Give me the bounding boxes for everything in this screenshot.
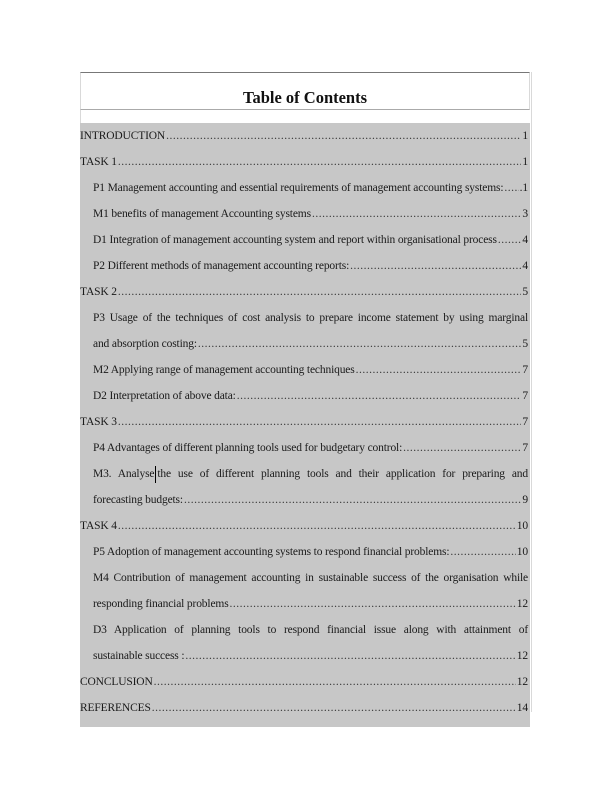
toc-entry-page: 12 <box>516 650 528 662</box>
dot-leader <box>152 695 516 721</box>
toc-entry-references[interactable] <box>80 695 530 721</box>
dot-leader <box>184 487 521 513</box>
toc-body <box>80 123 530 727</box>
toc-entry-label: M2 Applying range of management accounting techniques <box>93 364 355 376</box>
toc-entry-d2[interactable] <box>80 383 530 409</box>
toc-entry-label: CONCLUSION <box>80 676 153 688</box>
toc-entry-label-part-b: the use of different planning tools and their application for preparing and <box>157 468 529 480</box>
toc-entry-page: 7 <box>522 364 528 376</box>
toc-entry-label: P5 Adoption of management accounting systems to respond financial problems: <box>93 546 450 558</box>
toc-entry-page: .1 <box>519 182 528 194</box>
toc-entry-label: M1 benefits of management Accounting systems <box>93 208 311 220</box>
toc-entry-page: 12 <box>516 676 528 688</box>
dot-leader <box>154 669 516 695</box>
dot-leader <box>350 253 521 279</box>
dot-leader <box>237 383 522 409</box>
toc-entry-page: 10 <box>516 546 528 558</box>
toc-entry-task-3[interactable] <box>80 409 530 435</box>
toc-entry-label: INTRODUCTION <box>80 130 166 142</box>
toc-entry-label: and absorption costing: <box>93 338 197 350</box>
toc-entry-page: 5 <box>522 338 528 350</box>
toc-entry-label: D2 Interpretation of above data: <box>93 390 236 402</box>
dot-leader <box>118 279 522 305</box>
toc-entry-introduction[interactable] <box>80 123 530 149</box>
toc-entry-label: TASK 1 <box>80 156 117 168</box>
toc-entry-label: P2 Different methods of management accounting reports: <box>93 260 350 272</box>
toc-entry-page: 4 <box>522 260 528 272</box>
toc-entry-m4[interactable] <box>80 565 530 617</box>
toc-entry-label: TASK 3 <box>80 416 117 428</box>
toc-entry-label: P4 Advantages of different planning tools used for budgetary control: <box>93 442 403 454</box>
toc-entry-page: 7 <box>522 416 528 428</box>
toc-entry-p1[interactable] <box>80 175 530 201</box>
toc-entry-p2[interactable] <box>80 253 530 279</box>
toc-entry-page: 1 <box>522 156 528 168</box>
dot-leader <box>403 435 521 461</box>
dot-leader <box>450 539 515 565</box>
toc-entry-page: 12 <box>516 598 528 610</box>
dot-leader <box>312 201 521 227</box>
toc-entry-label: responding financial problems <box>93 598 229 610</box>
toc-entry-d1[interactable] <box>80 227 530 253</box>
toc-entry-page: 4 <box>522 234 528 246</box>
toc-entry-task-1[interactable] <box>80 149 530 175</box>
toc-entry-page: 3 <box>522 208 528 220</box>
dot-leader <box>118 149 522 175</box>
toc-entry-label: TASK 4 <box>80 520 117 532</box>
dot-leader <box>118 409 522 435</box>
toc-entry-label: sustainable success : <box>93 650 185 662</box>
toc-entry-p5[interactable] <box>80 539 530 565</box>
toc-entry-label: TASK 2 <box>80 286 117 298</box>
dot-leader <box>118 513 516 539</box>
toc-entry-label: D1 Integration of management accounting system and report within organisational process <box>93 234 497 246</box>
toc-entry-page: 7 <box>522 390 528 402</box>
dot-leader <box>166 123 521 149</box>
toc-entry-task-2[interactable] <box>80 279 530 305</box>
toc-entry-m1[interactable] <box>80 201 530 227</box>
toc-entry-page: 9 <box>522 494 528 506</box>
toc-entry-label: REFERENCES <box>80 702 151 714</box>
toc-entry-page: 5 <box>522 286 528 298</box>
dot-leader <box>504 175 518 201</box>
dot-leader <box>356 357 522 383</box>
dot-leader <box>498 227 522 253</box>
toc-entry-label-line-1 <box>93 461 528 487</box>
dot-leader <box>198 331 522 357</box>
toc-entry-label-part-a: M3. Analyse <box>93 468 155 480</box>
toc-entry-label-line-1: D3 Application of planning tools to respond financial issue along with attainment of <box>93 624 528 636</box>
toc-entry-page: 1 <box>522 130 528 142</box>
toc-entry-p4[interactable] <box>80 435 530 461</box>
toc-entry-m2[interactable] <box>80 357 530 383</box>
toc-entry-label-line-1: P3 Usage of the techniques of cost analysis to prepare income statement by using marginal <box>93 312 528 324</box>
dot-leader <box>185 643 515 669</box>
toc-entry-page: 10 <box>516 520 528 532</box>
toc-entry-conclusion[interactable] <box>80 669 530 695</box>
toc-entry-d3[interactable] <box>80 617 530 669</box>
toc-entry-m3[interactable] <box>80 461 530 513</box>
toc-entry-p3[interactable] <box>80 305 530 357</box>
toc-entry-label: P1 Management accounting and essential requirements of management accounting systems: <box>93 182 504 194</box>
toc-entry-task-4[interactable] <box>80 513 530 539</box>
dot-leader <box>230 591 516 617</box>
toc-entry-page: 14 <box>516 702 528 714</box>
toc-entry-label: forecasting budgets: <box>93 494 183 506</box>
toc-entry-page: 7 <box>522 442 528 454</box>
toc-entry-label-line-1: M4 Contribution of management accounting in sustainable success of the organisation while <box>93 572 528 584</box>
toc-title: Table of Contents <box>242 88 368 107</box>
